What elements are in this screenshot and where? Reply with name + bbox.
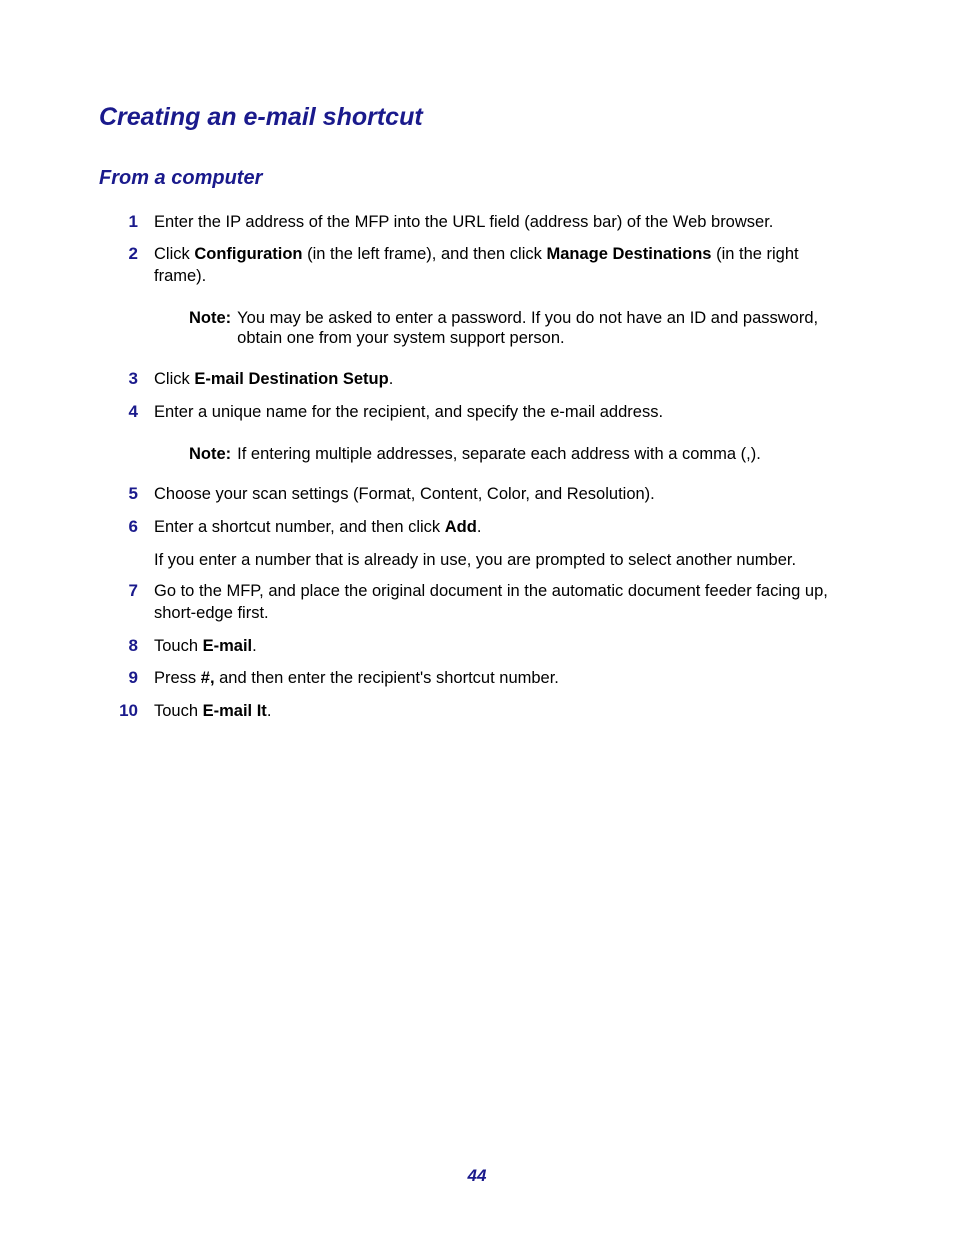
step-number: 4 — [128, 402, 138, 421]
step-text: Touch E-mail. — [154, 637, 257, 655]
step-text: Enter the IP address of the MFP into the URL field (address bar) of the Web browser. — [154, 213, 774, 231]
step-text: Touch E-mail It. — [154, 702, 272, 720]
note-text: If entering multiple addresses, separate each address with a comma (,). — [237, 445, 761, 463]
section-heading: From a computer — [99, 167, 263, 189]
step-text: Enter a shortcut number, and then click Add. — [154, 518, 482, 536]
step-number: 9 — [128, 668, 138, 687]
step-number: 10 — [119, 701, 138, 720]
note-multiple-addresses — [189, 444, 849, 464]
step-text: Enter a unique name for the recipient, and specify the e-mail address. — [154, 403, 664, 421]
page-number: 44 — [467, 1166, 487, 1185]
step-text: Click E-mail Destination Setup. — [154, 370, 394, 388]
step-text: Choose your scan settings (Format, Content, Color, and Resolution). — [154, 485, 655, 503]
note-password — [189, 308, 849, 348]
step-6-followup: If you enter a number that is already in use, you are prompted to select another number. — [154, 551, 797, 569]
step-number: 2 — [128, 244, 138, 263]
step-number: 5 — [128, 484, 138, 503]
page-title: Creating an e-mail shortcut — [99, 103, 423, 131]
note-label: Note: — [189, 445, 232, 463]
note-label: Note: — [189, 309, 232, 327]
step-text: Press #, and then enter the recipient's shortcut number. — [154, 669, 559, 687]
step-text: Go to the MFP, and place the original document in the automatic document feeder facing up, short-edge first. — [154, 582, 828, 622]
note-text: You may be asked to enter a password. If you do not have an ID and password, obtain one from your system support person. — [237, 309, 819, 347]
step-text: Click Configuration (in the left frame), and then click Manage Destinations (in the right frame). — [154, 245, 799, 285]
step-number: 6 — [128, 517, 138, 536]
step-number: 7 — [128, 581, 138, 600]
step-number: 8 — [128, 636, 138, 655]
step-number: 3 — [128, 369, 138, 388]
step-number: 1 — [128, 212, 138, 231]
